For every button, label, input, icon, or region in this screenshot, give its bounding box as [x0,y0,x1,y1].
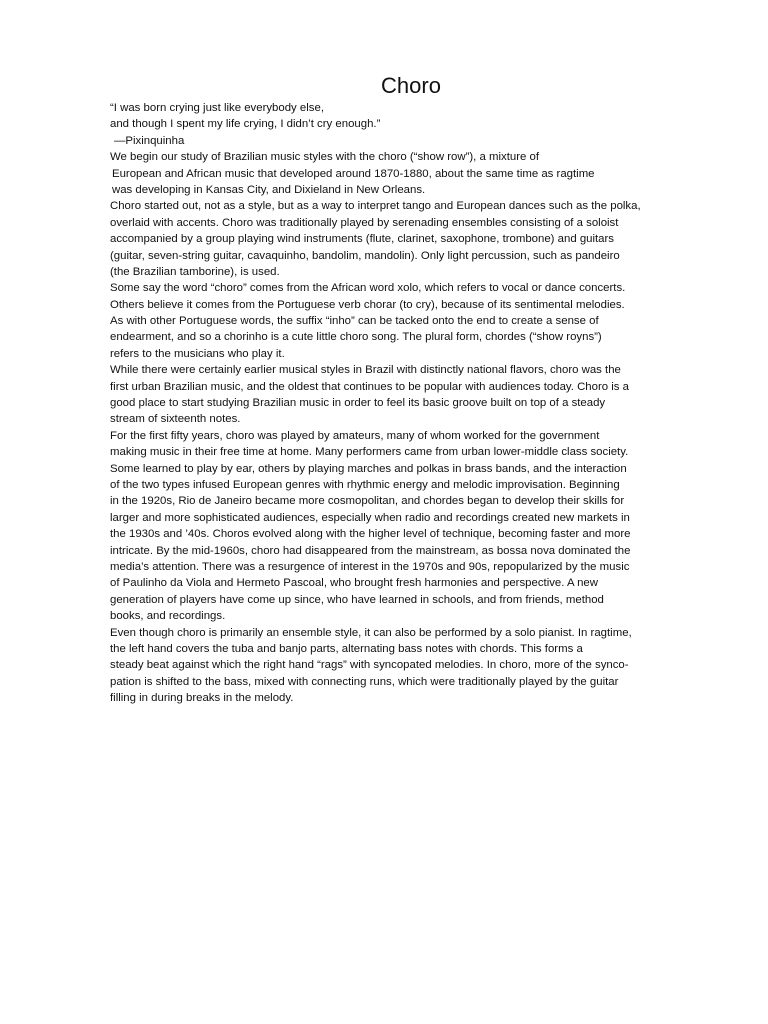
text-line: “I was born crying just like everybody else, [110,102,324,114]
text-line: media’s attention. There was a resurgence of interest in the 1970s and 90s, repopularized by the music [110,560,630,573]
text-line: good place to start studying Brazilian music in order to feel its basic groove built on top of a steady [110,397,606,410]
text-line: endearment, and so a chorinho is a cute little choro song. The plural form, chordes (“show royns”) [110,331,602,344]
text-line: overlaid with accents. Choro was traditionally played by serenading ensembles consisting of a soloist [110,216,619,229]
text-line: of the two types infused European genres with rhythmic energy and melodic improvisation. Beginning [110,478,620,491]
text-line: (guitar, seven-string guitar, cavaquinho, bandolim, mandolin). Only light percussion, such as pandeiro [110,249,620,262]
text-line: For the first fifty years, choro was played by amateurs, many of whom worked for the government [110,429,600,442]
text-line: European and African music that developed around 1870-1880, about the same time as ragtime [112,167,595,180]
text-line: making music in their free time at home. Many performers came from urban lower-middle class society. [110,446,629,459]
text-line: first urban Brazilian music, and the oldest that continues to be popular with audiences today. Choro is a [110,380,629,393]
text-line: We begin our study of Brazilian music styles with the choro (“show row”), a mixture of [110,151,539,164]
text-line: in the 1920s, Rio de Janeiro became more cosmopolitan, and chordes began to develop their skills for [110,495,625,508]
text-line: filling in during breaks in the melody. [110,692,294,705]
text-line: intricate. By the mid-1960s, choro had disappeared from the mainstream, as bossa nova dominated the [110,544,631,557]
text-line: stream of sixteenth notes. [110,413,241,426]
text-line: and though I spent my life crying, I didn’t cry enough.” [110,118,381,131]
text-line: —Pixinquinha [114,134,185,147]
text-line: refers to the musicians who play it. [110,347,285,360]
text-line: larger and more sophisticated audiences, especially when radio and recordings created new markets in [110,511,630,524]
text-line: While there were certainly earlier musical styles in Brazil with distinctly national flavors, choro was the [110,364,621,377]
text-line: Even though choro is primarily an ensemble style, it can also be performed by a solo pianist. In ragtime, [110,626,632,639]
text-line: the left hand covers the tuba and banjo parts, alternating bass notes with chords. This forms a [110,642,583,655]
text-line: Others believe it comes from the Portuguese verb chorar (to cry), because of its sentimental melodies. [110,298,625,311]
text-line: of Paulinho da Viola and Hermeto Pascoal, who brought fresh harmonies and perspective. A new [110,577,598,590]
text-line: accompanied by a group playing wind instruments (flute, clarinet, saxophone, trombone) and guitars [110,233,615,246]
text-line: steady beat against which the right hand “rags” with syncopated melodies. In choro, more of the synco- [110,659,629,672]
page-title: Choro [381,73,441,98]
body-text [110,100,720,706]
text-line: generation of players have come up since, who have learned in schools, and from friends, method [110,593,604,606]
text-line: (the Brazilian tamborine), is used. [110,265,280,278]
text-line: As with other Portuguese words, the suffix “inho” can be tacked onto the end to create a sense of [110,315,599,328]
text-line: books, and recordings. [110,610,226,623]
text-line: Some say the word “choro” comes from the African word xolo, which refers to vocal or dance concerts. [110,282,626,295]
text-line: Some learned to play by ear, others by playing marches and polkas in brass bands, and the interaction [110,462,627,475]
text-line: the 1930s and ’40s. Choros evolved along with the higher level of technique, becoming faster and more [110,528,631,541]
text-line: was developing in Kansas City, and Dixieland in New Orleans. [112,183,426,196]
text-line: pation is shifted to the bass, mixed with connecting runs, which were traditionally played by the guitar [110,675,619,688]
text-line: Choro started out, not as a style, but as a way to interpret tango and European dances such as the polka, [110,200,641,213]
